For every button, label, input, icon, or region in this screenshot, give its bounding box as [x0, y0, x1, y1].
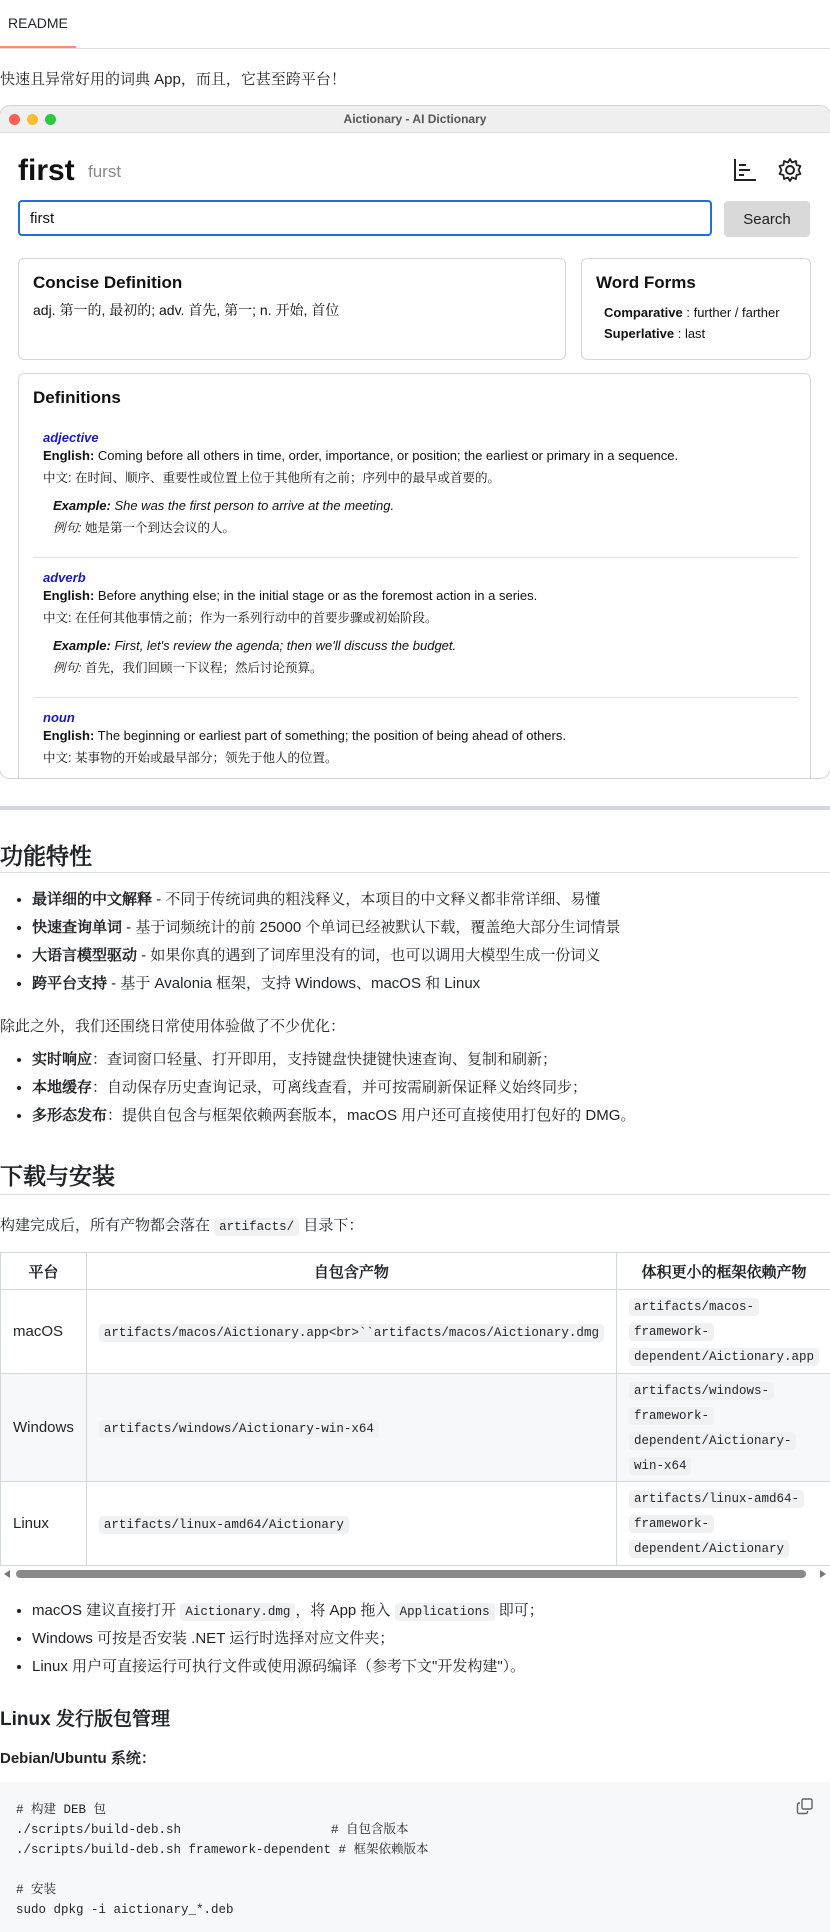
scrollbar-thumb [16, 1570, 806, 1578]
chinese-definition: 中文: 某事物的开始或最早部分；领先于他人的位置。 [43, 751, 338, 765]
part-of-speech: adverb [43, 570, 86, 585]
search-button[interactable]: Search [724, 201, 810, 237]
platform-cell: Linux [1, 1482, 87, 1566]
table-horizontal-scrollbar[interactable] [0, 1567, 830, 1581]
example-sentence: Example: First, let's review the agenda; then we'll discuss the budget. [53, 638, 457, 653]
heading-rule [0, 1194, 830, 1195]
comparative-value: further / farther [693, 305, 780, 320]
debian-subheading: Debian/Ubuntu 系统： [0, 1750, 156, 1767]
framework-cell: artifacts/macos- framework- dependent/Aictionary.app [616, 1290, 830, 1374]
word-forms-card [581, 258, 811, 360]
definition-entry-adverb [43, 570, 798, 676]
concise-definition-text: adj. 第一的, 最初的; adv. 首先, 第一; n. 开始, 首位 [33, 302, 340, 318]
intro-text: 快速且异常好用的词典 App，而且，它甚至跨平台！ [0, 71, 346, 88]
superlative-row: Superlative : last [604, 326, 706, 341]
chinese-definition: 中文: 在时间、顺序、重要性或位置上位于其他所有之前；序列中的最早或首要的。 [43, 471, 500, 485]
linux-pkg-heading: Linux 发行版包管理 [0, 1709, 170, 1730]
column-header: 体积更小的框架依赖产物 [616, 1253, 830, 1290]
readme-tabbar [0, 0, 830, 49]
self-contained-cell: artifacts/linux-amd64/Aictionary [86, 1482, 616, 1566]
definition-entry-noun [43, 710, 798, 766]
list-item: • 实时响应：查词窗口轻量、打开即用，支持键盘快捷键快速查询、复制和刷新； [32, 1046, 635, 1074]
definitions-card[interactable] [18, 373, 811, 778]
english-definition: English: Before anything else; in the initial stage or as the foremost action in a series. [43, 588, 538, 603]
features-heading: 功能特性 [0, 843, 92, 869]
app-screenshot [0, 106, 830, 778]
list-item: • 最详细的中文解释 - 不同于传统词典的粗浅释义，本项目的中文释义都非常详细、易懂 [32, 886, 620, 914]
platform-cell: Windows [1, 1374, 87, 1482]
heading-rule [0, 872, 830, 873]
copy-icon[interactable] [796, 1797, 814, 1815]
definitions-title: Definitions [33, 388, 121, 407]
list-item: • 跨平台支持 - 基于 Avalonia 框架，支持 Windows、macOS 和 Linux [32, 970, 620, 998]
headword: first [18, 154, 75, 187]
comparative-row: Comparative : further / farther [604, 305, 780, 320]
self-contained-cell: artifacts/macos/Aictionary.app<br>``artifacts/macos/Aictionary.dmg [86, 1290, 616, 1374]
section-separator [0, 806, 830, 810]
column-header: 平台 [1, 1253, 87, 1290]
word-forms-title: Word Forms [596, 273, 696, 292]
part-of-speech: noun [43, 710, 75, 725]
features-list [0, 886, 620, 998]
install-notes-list [0, 1597, 544, 1681]
table-header-row [1, 1253, 830, 1290]
english-definition: English: Coming before all others in time, order, importance, or position; the earliest or primary in a sequence. [43, 448, 679, 463]
artifacts-table [0, 1252, 830, 1566]
features-extra-intro: 除此之外，我们还围绕日常使用体验做了不少优化： [0, 1018, 346, 1035]
code-line: sudo dpkg -i aictionary_*.deb [16, 1903, 234, 1917]
concise-definition-card [18, 258, 566, 360]
table-row [1, 1290, 830, 1374]
inline-code: artifacts/ [214, 1218, 299, 1236]
list-item: • Linux 用户可直接运行可执行文件或使用源码编译（参考下文"开发构建"）。 [32, 1653, 544, 1681]
table-row [1, 1482, 830, 1566]
example-translation: 例句: 首先，我们回顾一下议程；然后讨论预算。 [53, 661, 323, 675]
scroll-left-arrow-icon [4, 1570, 10, 1578]
divider [33, 697, 798, 698]
framework-cell: artifacts/windows- framework- dependent/Aictionary- win-x64 [616, 1374, 830, 1482]
tab-readme[interactable]: README [0, 0, 76, 48]
superlative-label: Superlative [604, 326, 675, 341]
install-heading: 下载与安装 [0, 1163, 115, 1189]
extra-features-list [0, 1046, 635, 1130]
definition-entry-adjective [43, 430, 798, 536]
window-titlebar [0, 106, 830, 133]
example-translation: 例句: 她是第一个到达会议的人。 [53, 521, 235, 535]
code-comment: # 构建 DEB 包 [16, 1803, 107, 1817]
english-definition: English: The beginning or earliest part of something; the position of being ahead of others. [43, 728, 566, 743]
platform-cell: macOS [1, 1290, 87, 1374]
list-item: • 大语言模型驱动 - 如果你真的遇到了词库里没有的词，也可以调用大模型生成一份词义 [32, 942, 620, 970]
code-line: ./scripts/build-deb.sh # 自包含版本 [16, 1823, 409, 1837]
code-block [0, 1782, 830, 1932]
superlative-value: last [684, 326, 706, 341]
self-contained-cell: artifacts/windows/Aictionary-win-x64 [86, 1374, 616, 1482]
install-intro: 构建完成后，所有产物都会落在 artifacts/ 目录下： [0, 1217, 364, 1234]
stats-icon[interactable] [731, 156, 759, 184]
gear-icon[interactable] [776, 156, 804, 184]
divider [33, 557, 798, 558]
window-title: Aictionary - AI Dictionary [343, 112, 487, 126]
phonetic: furst [88, 162, 122, 181]
example-sentence: Example: She was the first person to arrive at the meeting. [53, 498, 395, 513]
search-input[interactable] [18, 200, 712, 236]
column-header: 自包含产物 [86, 1253, 616, 1290]
framework-cell: artifacts/linux-amd64- framework- dependent/Aictionary [616, 1482, 830, 1566]
chinese-definition: 中文: 在任何其他事情之前；作为一系列行动中的首要步骤或初始阶段。 [43, 611, 438, 625]
part-of-speech: adjective [43, 430, 99, 445]
code-comment: # 安装 [16, 1883, 57, 1897]
comparative-label: Comparative [604, 305, 683, 320]
scroll-right-arrow-icon [820, 1570, 826, 1578]
code-line: ./scripts/build-deb.sh framework-dependent # 框架依赖版本 [16, 1843, 429, 1857]
list-item: • Windows 可按是否安装 .NET 运行时选择对应文件夹； [32, 1625, 544, 1653]
list-item: • 本地缓存：自动保存历史查询记录，可离线查看，并可按需刷新保证释义始终同步； [32, 1074, 635, 1102]
table-row [1, 1374, 830, 1482]
list-item: • 多形态发布：提供自包含与框架依赖两套版本，macOS 用户还可直接使用打包好的 DMG。 [32, 1102, 635, 1130]
concise-definition-title: Concise Definition [33, 273, 183, 292]
list-item: • macOS 建议直接打开 Aictionary.dmg ，将 App 拖入 Applications 即可； [32, 1597, 544, 1625]
list-item: • 快速查询单词 - 基于词频统计的前 25000 个单词已经被默认下载，覆盖绝大部分生词情景 [32, 914, 620, 942]
